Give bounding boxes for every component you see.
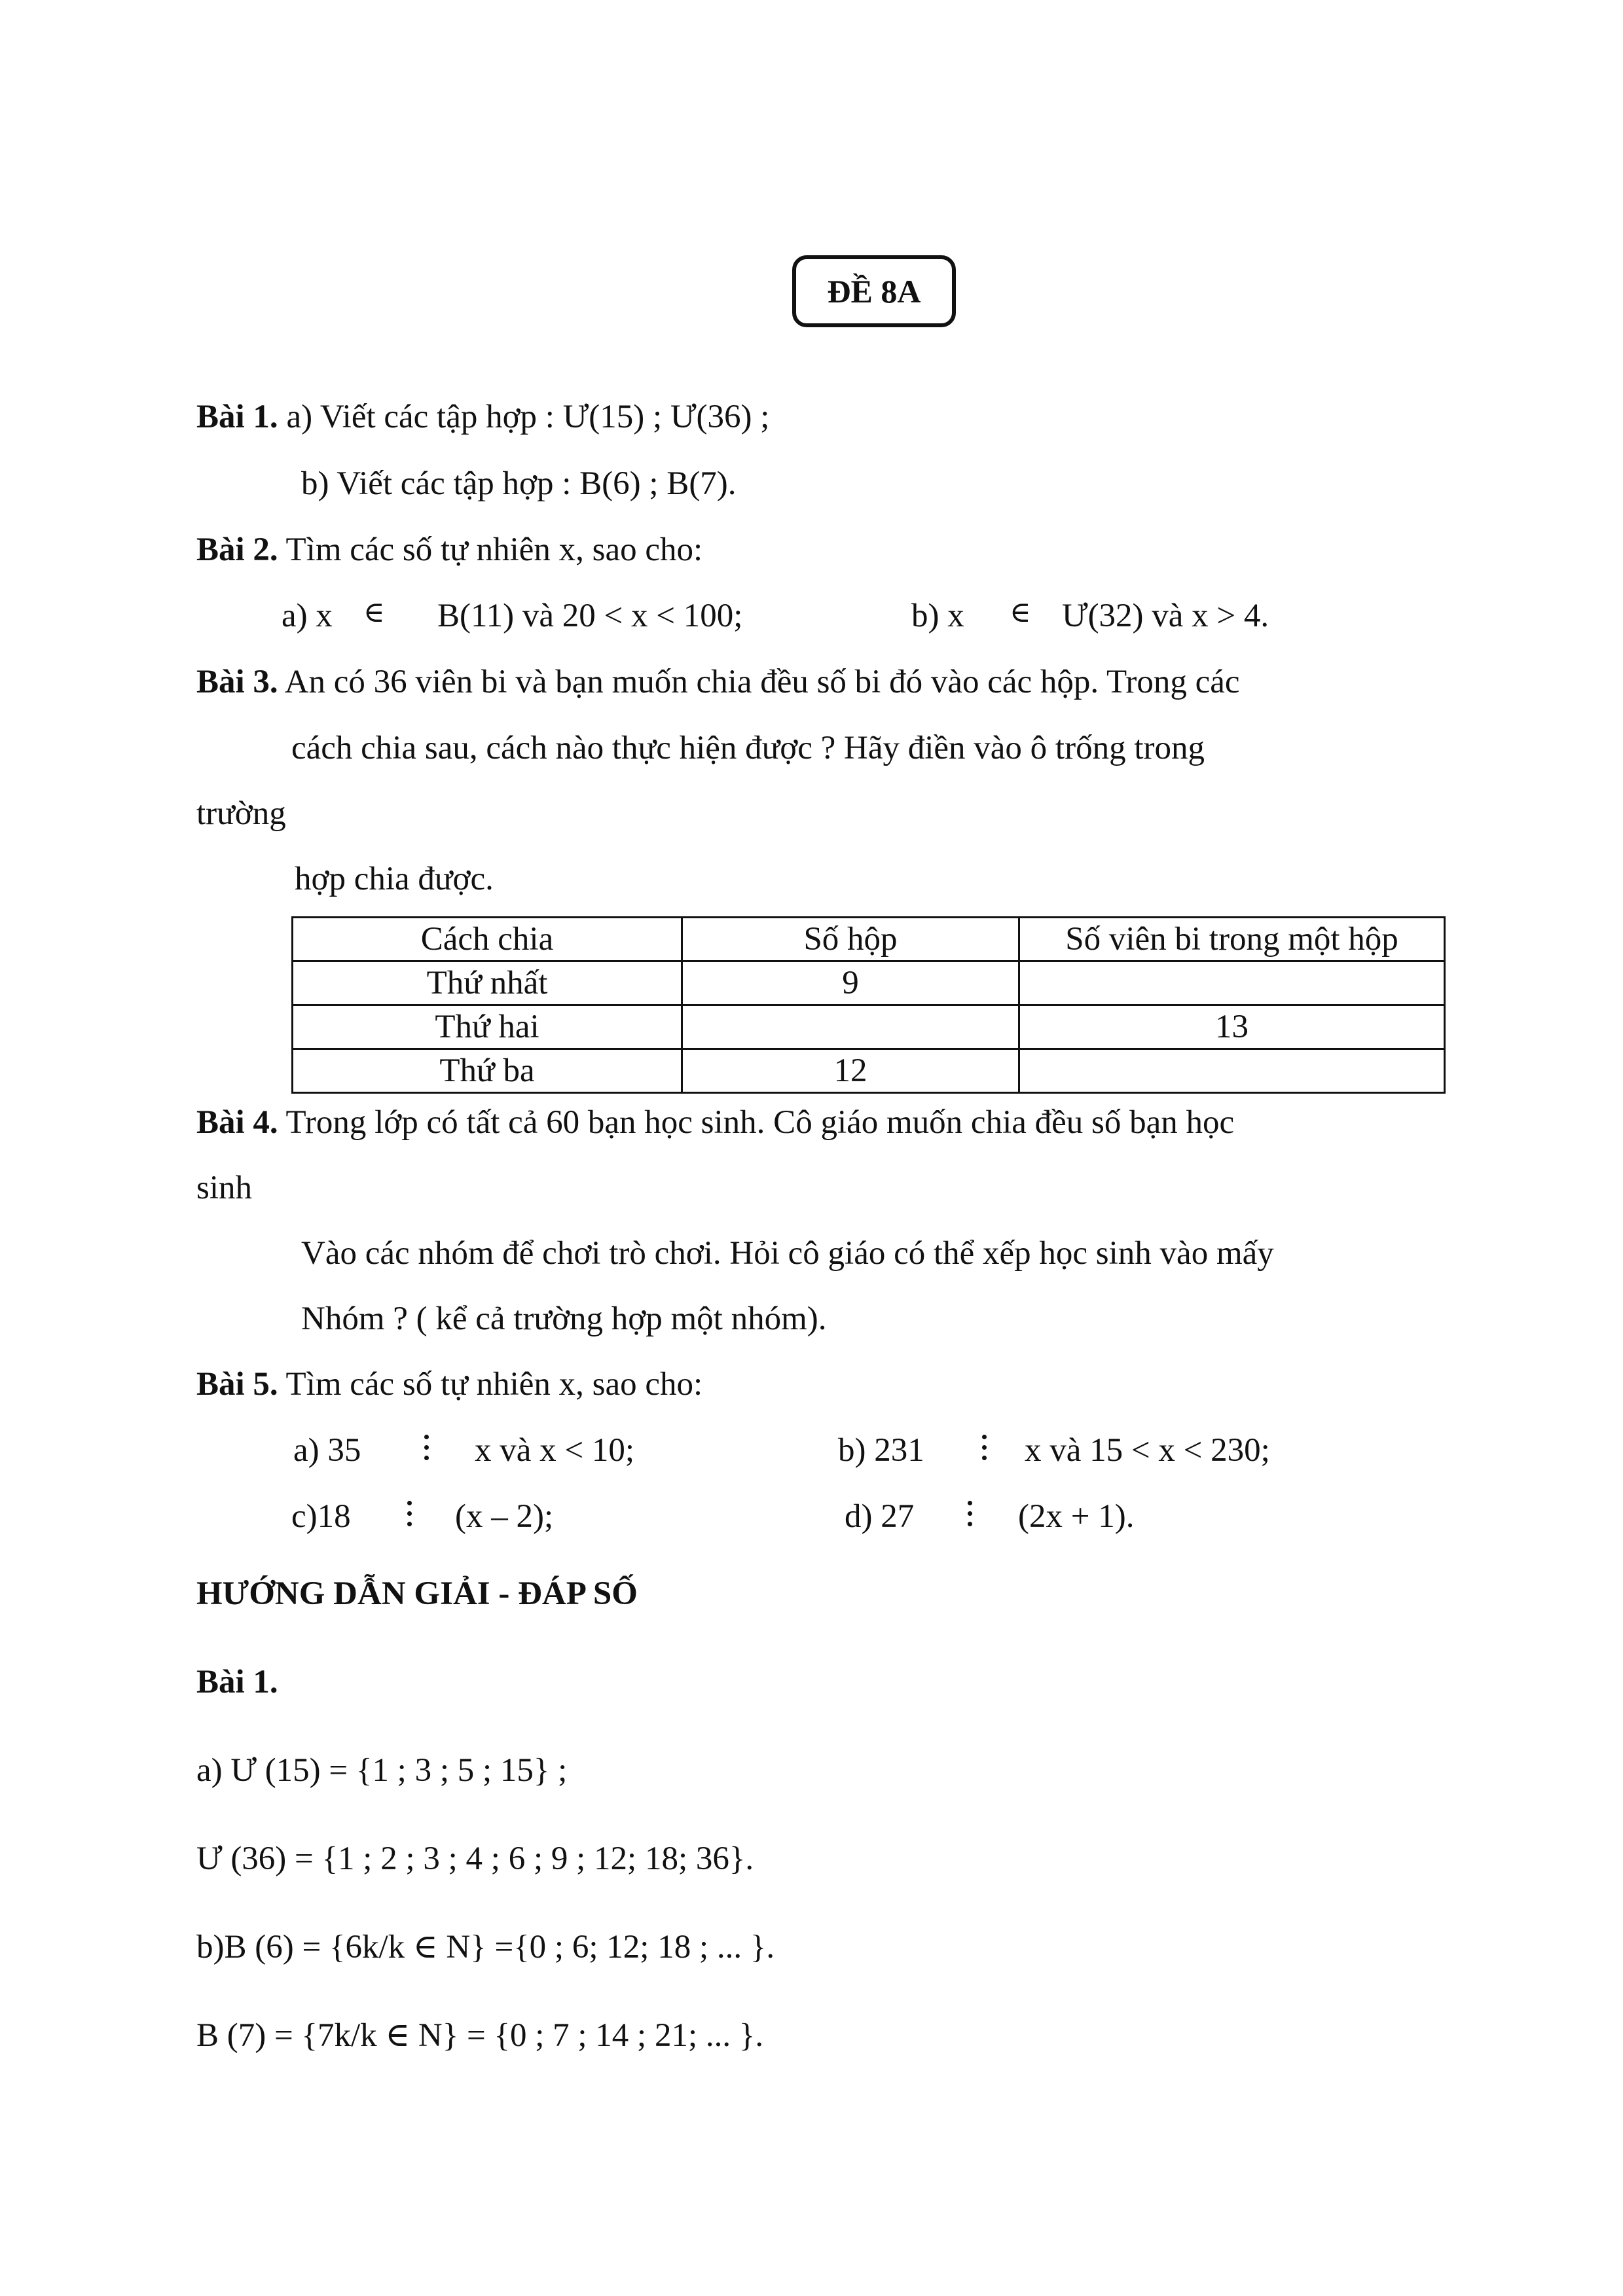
guide-line-3: b)B (6) = {6k/k ∈ N} ={0 ; 6; 12; 18 ; ... }. [196, 1929, 775, 1965]
bai3-label: Bài 3. [196, 664, 278, 700]
table-row [293, 961, 1445, 1005]
guide-line-1: a) Ư (15) = {1 ; 3 ; 5 ; 15} ; [196, 1752, 568, 1789]
divisible-symbol [424, 1435, 429, 1466]
bai5-c-pre: c)18 [291, 1498, 351, 1535]
element-of-symbol: ∈ [363, 596, 385, 628]
bai2-a-pre: a) x [282, 598, 333, 634]
guide-bai1-label: Bài 1. [196, 1664, 278, 1700]
bai5-c-post: (x – 2); [455, 1498, 554, 1535]
bai5-a-post: x và x < 10; [475, 1432, 635, 1469]
table-cell: 13 [1019, 1005, 1445, 1049]
table-header-row [293, 918, 1445, 961]
bai5-text: Tìm các số tự nhiên x, sao cho: [285, 1366, 703, 1403]
table-row [293, 1005, 1445, 1049]
bai1-a-text: a) Viết các tập hợp : Ư(15) ; Ư(36) ; [286, 399, 770, 435]
table-cell [1019, 961, 1445, 1005]
bai4-line2: sinh [196, 1170, 253, 1206]
table-cell [682, 1005, 1019, 1049]
exam-title: ĐỀ 8A [792, 255, 956, 327]
table-cell: Thứ nhất [293, 961, 682, 1005]
bai2-line [196, 533, 702, 567]
divisible-symbol [982, 1435, 987, 1466]
table-header: Số hộp [682, 918, 1019, 961]
bai5-d-post: (2x + 1). [1018, 1498, 1135, 1535]
divisible-symbol [407, 1501, 412, 1532]
bai3-line2: cách chia sau, cách nào thực hiện được ? Hãy điền vào ô trống trong [291, 730, 1205, 766]
bai5-b-post: x và 15 < x < 230; [1025, 1432, 1270, 1469]
bai2-b-pre: b) x [911, 598, 964, 634]
bai3-line1 [196, 666, 1239, 699]
element-of-symbol: ∈ [1010, 596, 1031, 628]
bai3-line4: hợp chia được. [295, 861, 494, 897]
table-header: Số viên bi trong một hộp [1019, 918, 1445, 961]
bai1-line-b: b) Viết các tập hợp : B(6) ; B(7). [301, 465, 737, 502]
bai5-a-pre: a) 35 [293, 1432, 361, 1469]
bai3-line3: trường [196, 795, 286, 832]
bai4-text1: Trong lớp có tất cả 60 bạn học sinh. Cô giáo muốn chia đều số bạn học [285, 1104, 1235, 1141]
bai4-label: Bài 4. [196, 1104, 278, 1141]
bai1-line-a [196, 401, 769, 434]
table-cell: 12 [682, 1049, 1019, 1093]
bai2-b-post: Ư(32) và x > 4. [1062, 598, 1269, 634]
table-row [293, 1049, 1445, 1093]
table-cell: Thứ hai [293, 1005, 682, 1049]
bai4-line3: Vào các nhóm để chơi trò chơi. Hỏi cô giáo có thể xếp học sinh vào mấy [301, 1235, 1274, 1272]
bai2-a-post: B(11) và 20 < x < 100; [437, 598, 743, 634]
guide-heading: HƯỚNG DẪN GIẢI - ĐÁP SỐ [196, 1575, 638, 1612]
table-header: Cách chia [293, 918, 682, 961]
table-cell [1019, 1049, 1445, 1093]
division-table [291, 916, 1446, 1094]
bai2-text: Tìm các số tự nhiên x, sao cho: [285, 531, 703, 568]
guide-line-4: B (7) = {7k/k ∈ N} = {0 ; 7 ; 14 ; 21; ... }. [196, 2017, 764, 2054]
table-cell: 9 [682, 961, 1019, 1005]
bai4-line1 [196, 1106, 1234, 1139]
bai5-line [196, 1368, 702, 1401]
bai5-label: Bài 5. [196, 1366, 278, 1403]
divisible-symbol [968, 1501, 973, 1532]
bai4-line4: Nhóm ? ( kể cả trường hợp một nhóm). [301, 1300, 827, 1337]
bai5-d-pre: d) 27 [845, 1498, 915, 1535]
bai5-b-pre: b) 231 [838, 1432, 924, 1469]
table-cell: Thứ ba [293, 1049, 682, 1093]
bai2-label: Bài 2. [196, 531, 278, 568]
bai3-text1: An có 36 viên bi và bạn muốn chia đều số bi đó vào các hộp. Trong các [284, 664, 1240, 700]
bai1-label: Bài 1. [196, 399, 278, 435]
guide-line-2: Ư (36) = {1 ; 2 ; 3 ; 4 ; 6 ; 9 ; 12; 18; 36}. [196, 1840, 754, 1877]
